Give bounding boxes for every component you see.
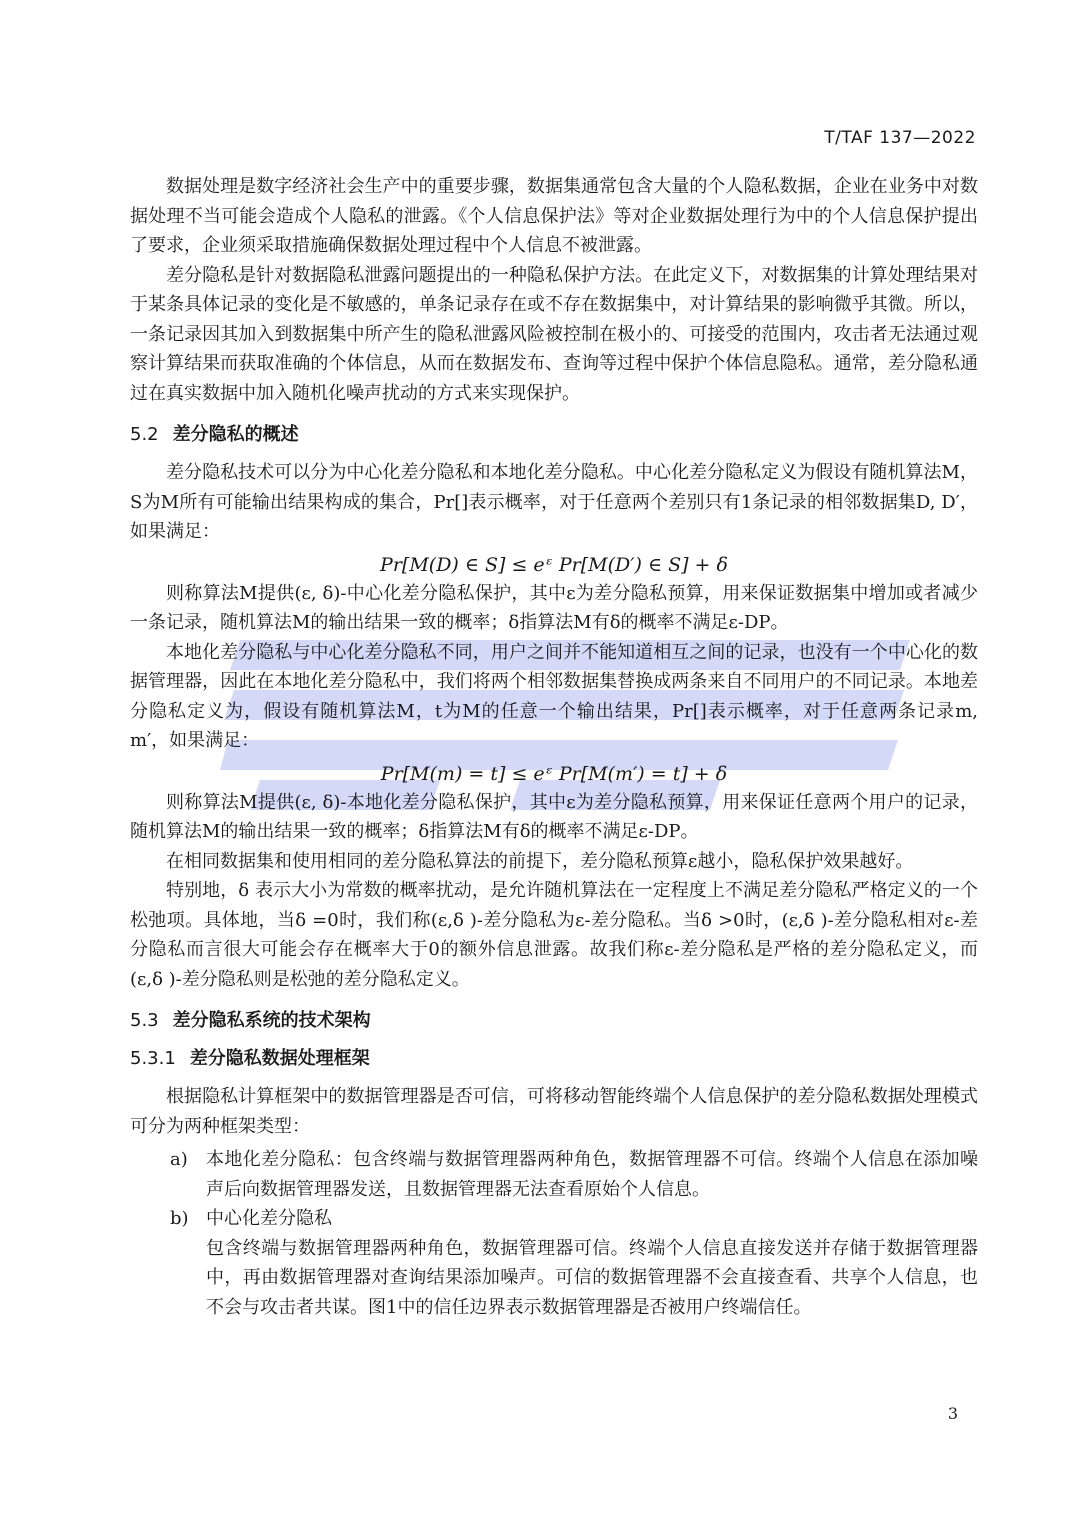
section-5-2-paragraph-1: 差分隐私技术可以分为中心化差分隐私和本地化差分隐私。中心化差分隐私定义为假设有随机算法M，S为M所有可能输出结果构成的集合，Pr[]表示概率，对于任意两个差别只有1条记录的相邻数据集D, D′，如果满足： [130, 462, 978, 542]
section-title: 差分隐私的概述 [172, 424, 299, 445]
list-item [130, 1204, 978, 1322]
list-marker: b) [170, 1208, 189, 1229]
page-number: 3 [947, 1404, 958, 1423]
section-5-2-paragraph-4: 则称算法M提供(ε, δ)-本地化差分隐私保护，其中ε为差分隐私预算，用来保证任意两个用户的记录，随机算法M的输出结果一致的概率；δ指算法M有δ的概率不满足ε-DP。 [130, 791, 978, 842]
section-number: 5.2 [130, 424, 159, 445]
local-dp-formula: Pr[M(m) = t] ≤ eᵋ Pr[M(m′) = t] + δ [380, 762, 728, 785]
section-5-2-paragraph-6: 特别地，δ 表示大小为常数的概率扰动，是允许随机算法在一定程度上不满足差分隐私严格定义的一个松弛项。具体地，当δ =0时，我们称(ε,δ )-差分隐私为ε-差分隐私。当δ >0时，(ε,δ )-差分隐私相对ε-差分隐私而言很大可能会存在概率大于0的额外信息泄露。故我们称ε-差分隐私是严格的差分隐私定义，而(ε,δ )-差分隐私则是松弛的差分隐私定义。 [130, 880, 978, 990]
section-5-2-heading [130, 420, 978, 446]
list-item-detail: 包含终端与数据管理器两种角色，数据管理器可信。终端个人信息直接发送并存储于数据管理器中，再由数据管理器对查询结果添加噪声。可信的数据管理器不会直接查看、共享个人信息，也不会与攻击者共谋。图1中的信任边界表示数据管理器是否被用户终端信任。 [206, 1237, 978, 1318]
section-5-3-1-paragraph-1: 根据隐私计算框架中的数据管理器是否可信，可将移动智能终端个人信息保护的差分隐私数据处理模式可分为两种框架类型： [130, 1086, 978, 1137]
section-5-2-paragraph-5: 在相同数据集和使用相同的差分隐私算法的前提下，差分隐私预算ε越小，隐私保护效果越好。 [166, 850, 914, 872]
section-title: 差分隐私数据处理框架 [189, 1048, 370, 1069]
list-item-text: 本地化差分隐私：包含终端与数据管理器两种角色，数据管理器不可信。终端个人信息在添加噪声后向数据管理器发送，且数据管理器无法查看原始个人信息。 [206, 1149, 978, 1200]
section-5-3-1-heading [130, 1044, 978, 1070]
section-number: 5.3 [130, 1010, 159, 1031]
framework-type-list [130, 1145, 978, 1322]
list-item [130, 1145, 978, 1204]
section-5-2-paragraph-3: 本地化差分隐私与中心化差分隐私不同，用户之间并不能知道相互之间的记录，也没有一个中心化的数据管理器，因此在本地化差分隐私中，我们将两个相邻数据集替换成两条来自不同用户的不同记录。本地差分隐私定义为，假设有随机算法M，t为M的任意一个输出结果，Pr[]表示概率，对于任意两条记录m, m′，如果满足： [130, 641, 978, 751]
main-content [130, 172, 978, 1322]
section-5-3-heading [130, 1006, 978, 1032]
list-marker: a) [170, 1149, 188, 1170]
section-title: 差分隐私系统的技术架构 [172, 1010, 371, 1031]
list-item-body [206, 1204, 978, 1322]
list-item-text: 中心化差分隐私 [206, 1208, 332, 1229]
intro-paragraph-1: 数据处理是数字经济社会生产中的重要步骤，数据集通常包含大量的个人隐私数据，企业在业务中对数据处理不当可能会造成个人隐私的泄露。《个人信息保护法》等对企业数据处理行为中的个人信息保护提出了要求，企业须采取措施确保数据处理过程中个人信息不被泄露。 [130, 176, 978, 256]
section-5-2-paragraph-2: 则称算法M提供(ε, δ)-中心化差分隐私保护，其中ε为差分隐私预算，用来保证数据集中增加或者减少一条记录，随机算法M的输出结果一致的概率；δ指算法M有δ的概率不满足ε-DP。 [130, 582, 978, 633]
standard-code: T/TAF 137—2022 [824, 128, 976, 148]
central-dp-formula: Pr[M(D) ∈ S] ≤ eᵋ Pr[M(D′) ∈ S] + δ [380, 553, 728, 576]
section-number: 5.3.1 [130, 1048, 176, 1069]
intro-paragraph-2: 差分隐私是针对数据隐私泄露问题提出的一种隐私保护方法。在此定义下，对数据集的计算处理结果对于某条具体记录的变化是不敏感的，单条记录存在或不存在数据集中，对计算结果的影响微乎其微。所以，一条记录因其加入到数据集中所产生的隐私泄露风险被控制在极小的、可接受的范围内，攻击者无法通过观察计算结果而获取准确的个体信息，从而在数据发布、查询等过程中保护个体信息隐私。通常，差分隐私通过在真实数据中加入随机化噪声扰动的方式来实现保护。 [130, 264, 978, 404]
